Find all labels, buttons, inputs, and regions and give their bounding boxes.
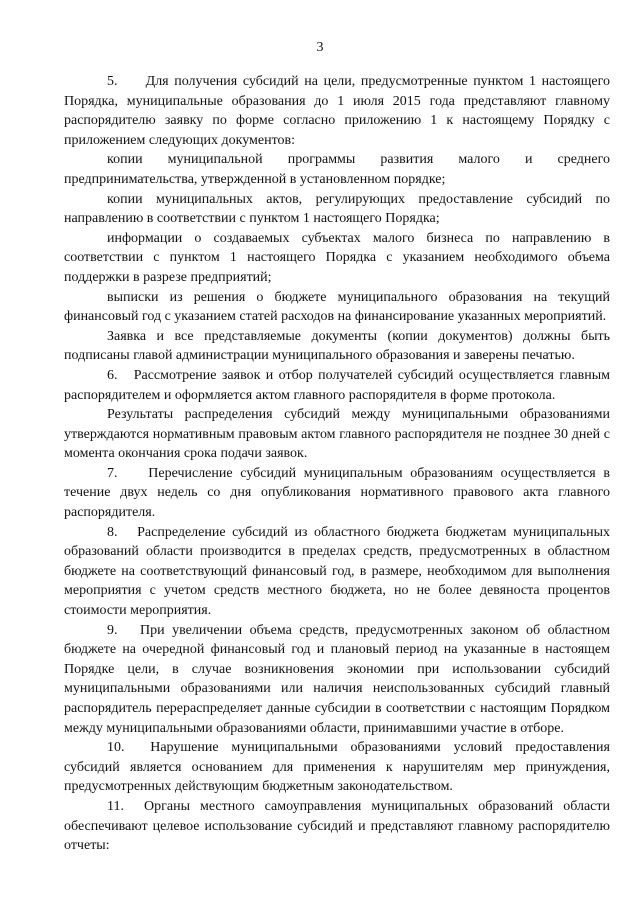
- page-number: 3: [316, 40, 324, 55]
- paragraph-7: 7. Перечисление субсидий муниципальным образованиям осуществляется в течение двух недель со дня опубликования нормативного правового акта главного распорядителя.: [64, 465, 610, 521]
- paragraph-5-item-business-info: информации о создаваемых субъектах малого бизнеса по направлению в соответствии с пунктом 1 настоящего Порядка с указанием необходимого объема поддержки в разрезе предприятий;: [64, 230, 610, 285]
- paragraph-5-signature-requirement: Заявка и все представляемые документы (копии документов) должны быть подписаны главой администрации муниципального образования и заверены печатью.: [64, 328, 610, 364]
- paragraph-9: 9. При увеличении объема средств, предусмотренных законом об областном бюджете на очередной финансовый год и плановый период на указанные в настоящем Порядке цели, в случае возникновения экономии при использовании субсидий муниципальными образованиями или наличия неиспользованных субсидий главный распорядитель перераспределяет данные субсидии в соответствии с настоящим Порядком между муниципальными образованиями области, принимавшими участие в отборе.: [64, 622, 610, 736]
- document-body: [64, 72, 610, 856]
- paragraph-5-item-budget-extract: выписки из решения о бюджете муниципального образования на текущий финансовый год с указанием статей расходов на финансирование указанных мероприятий.: [64, 289, 610, 325]
- paragraph-5-item-program-copies: копии муниципальной программы развития малого и среднего предпринимательства, утвержденной в установленном порядке;: [64, 152, 610, 187]
- paragraph-8: 8. Распределение субсидий из областного бюджета бюджетам муниципальных образований области производится в пределах средств, предусмотренных в областном бюджете на соответствующий финансовый год, в размере, необходимом для выполнения мероприятия с учетом средств местного бюджета, но не более девяноста процентов стоимости мероприятия.: [64, 524, 610, 619]
- paragraph-6-results: Результаты распределения субсидий между муниципальными образованиями утверждаются нормативным правовым актом главного распорядителя не позднее 30 дней с момента окончания срока подачи заявок.: [64, 407, 610, 462]
- paragraph-6: 6. Рассмотрение заявок и отбор получателей субсидий осуществляется главным распорядителем и оформляется актом главного распорядителя в форме протокола.: [64, 367, 610, 403]
- paragraph-11: 11. Органы местного самоуправления муниципальных образований области обеспечивают целевое использование субсидий и представляют главному распорядителю отчеты:: [64, 798, 610, 854]
- paragraph-5-item-municipal-acts: копии муниципальных актов, регулирующих предоставление субсидий по направлению в соответствии с пунктом 1 настоящего Порядка;: [64, 191, 610, 227]
- paragraph-10: 10. Нарушение муниципальными образованиями условий предоставления субсидий является основанием для применения к нарушителям мер принуждения, предусмотренных действующим бюджетным законодательством.: [64, 740, 610, 795]
- paragraph-5: 5. Для получения субсидий на цели, предусмотренные пунктом 1 настоящего Порядка, муниципальные образования до 1 июля 2015 года представляют главному распорядителю заявку по форме согласно приложению 1 к настоящему Порядку с приложением следующих документов:: [64, 74, 610, 148]
